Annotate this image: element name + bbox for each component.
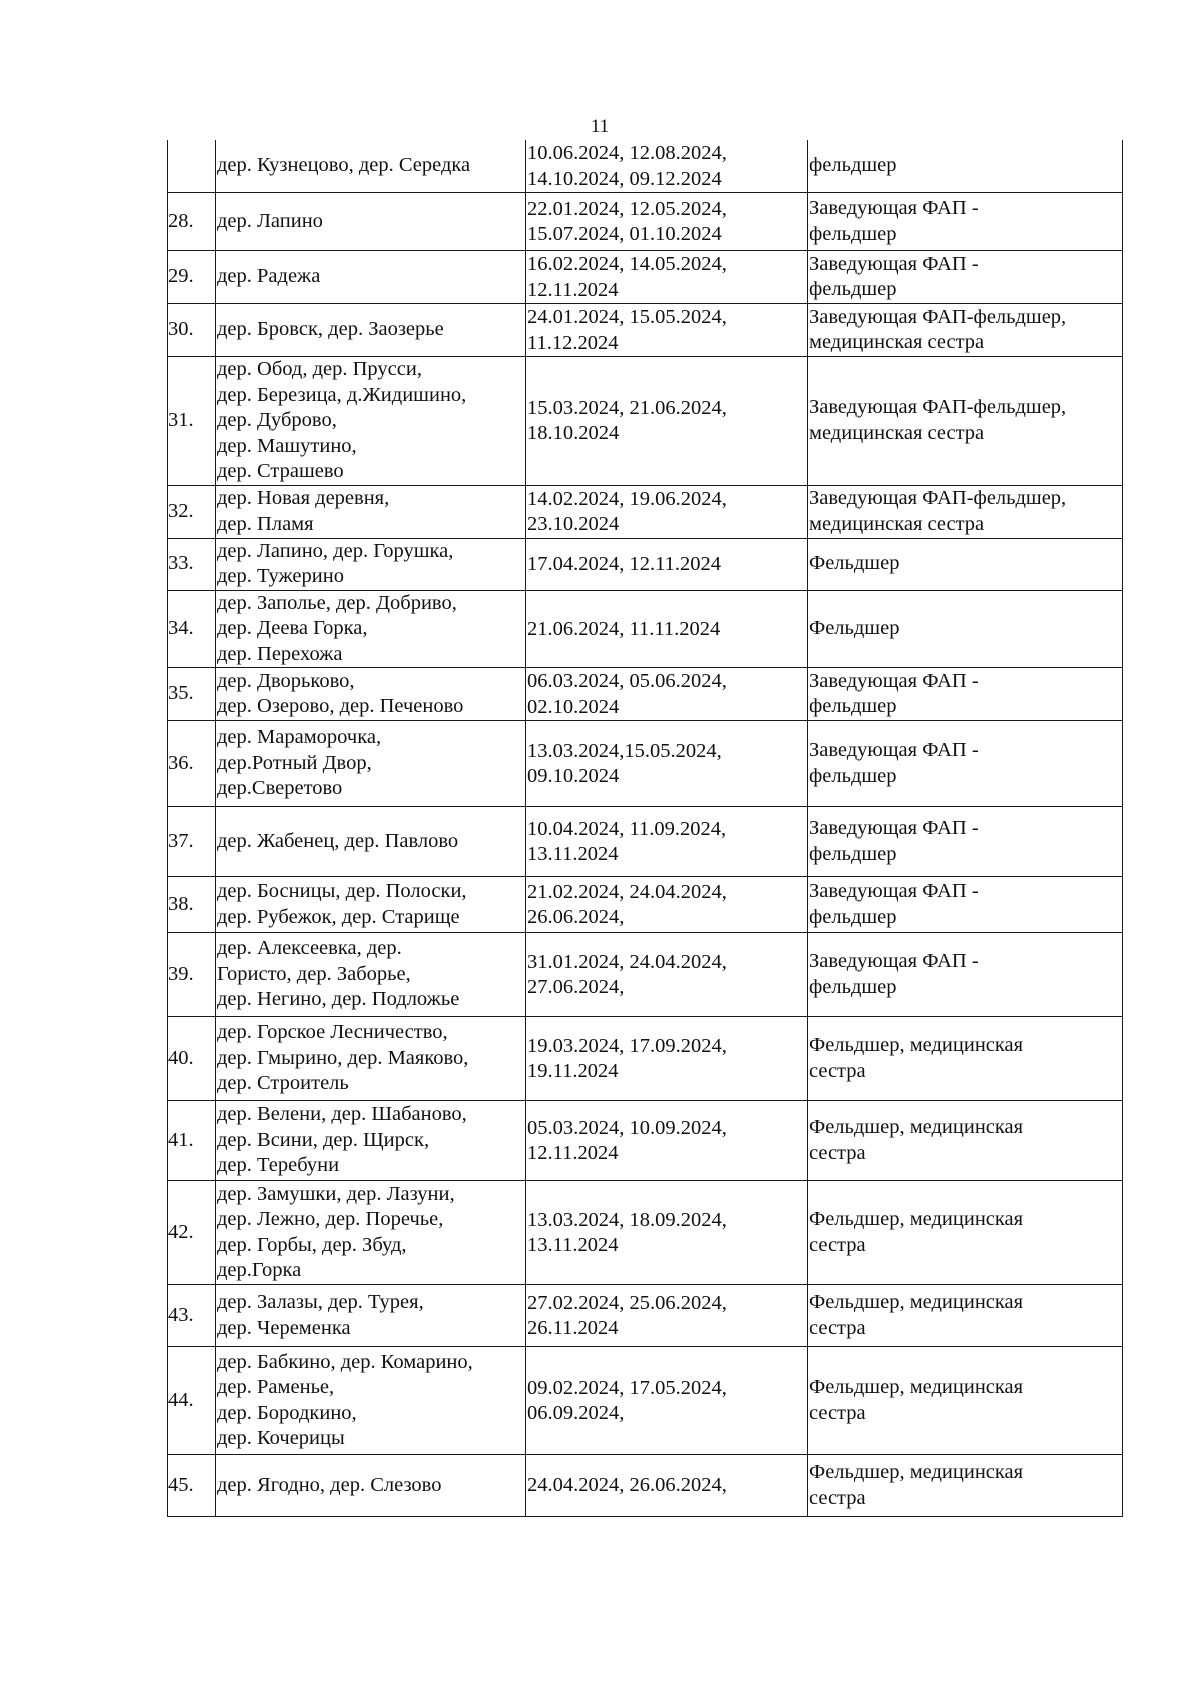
settlements-cell: [216, 1455, 526, 1517]
staff-role-cell: [808, 590, 1123, 668]
staff-role-cell-line: фельдшер: [809, 154, 897, 177]
row-number: 30.: [168, 304, 216, 357]
staff-role-cell: [808, 1017, 1123, 1101]
settlements-cell-line: дер. Березица, д.Жидишино,: [217, 383, 467, 406]
staff-role-cell: [808, 1285, 1123, 1347]
visit-dates-cell-line: 09.10.2024: [527, 765, 620, 787]
visit-dates-cell-line: 05.03.2024, 10.09.2024,: [527, 1116, 727, 1139]
settlements-cell-line: дер. Горское Лесничество,: [217, 1021, 448, 1044]
row-number: 41.: [168, 1101, 216, 1181]
visit-dates-cell-line: 26.06.2024,: [527, 906, 625, 928]
row-number: 39.: [168, 933, 216, 1017]
settlements-cell: [216, 1347, 526, 1455]
visit-dates-cell-line: 17.04.2024, 12.11.2024: [527, 552, 721, 575]
settlements-cell-line: дер. Бабкино, дер. Комарино,: [217, 1350, 473, 1373]
staff-role-cell-line: Заведующая ФАП -: [809, 950, 979, 972]
visit-dates-cell-line: 27.06.2024,: [527, 976, 625, 998]
staff-role-cell-line: Заведующая ФАП -: [809, 669, 979, 692]
table-row: [168, 140, 1123, 193]
settlements-cell-line: дер. Ягодно, дер. Слезово: [217, 1473, 442, 1496]
visit-dates-cell: [526, 1181, 808, 1285]
staff-role-cell: [808, 933, 1123, 1017]
staff-role-cell-line: Заведующая ФАП-фельдшер,: [809, 305, 1067, 328]
staff-role-cell: [808, 807, 1123, 877]
visit-dates-cell-line: 10.06.2024, 12.08.2024,: [527, 142, 727, 164]
staff-role-cell: [808, 538, 1123, 590]
visit-dates-cell-line: 27.02.2024, 25.06.2024,: [527, 1291, 727, 1314]
settlements-cell-line: дер. Бородкино,: [217, 1401, 357, 1424]
visit-dates-cell: [526, 1101, 808, 1181]
settlements-cell-line: дер. Лежно, дер. Поречье,: [217, 1208, 444, 1230]
table-row: [168, 1181, 1123, 1285]
settlements-cell: [216, 721, 526, 807]
staff-role-cell-line: медицинская сестра: [809, 421, 985, 444]
table-row: [168, 1347, 1123, 1455]
table-row: [168, 807, 1123, 877]
table-row: [168, 668, 1123, 721]
settlements-cell-line: дер. Алексеевка, дер.: [217, 937, 402, 960]
staff-role-cell-line: сестра: [809, 1233, 866, 1256]
settlements-cell-line: дер. Негино, дер. Подложье: [217, 988, 460, 1011]
visit-dates-cell-line: 11.12.2024: [527, 331, 619, 354]
table-row: [168, 1455, 1123, 1517]
staff-role-cell-line: сестра: [809, 1401, 866, 1424]
staff-role-cell-line: фельдшер: [809, 278, 897, 300]
staff-role-cell-line: фельдшер: [809, 842, 897, 865]
settlements-cell-line: дер. Велени, дер. Шабаново,: [217, 1103, 467, 1126]
staff-role-cell-line: Фельдшер, медицинская: [809, 1461, 1024, 1483]
visit-dates-cell-line: 19.03.2024, 17.09.2024,: [527, 1034, 727, 1057]
visit-dates-cell: [526, 877, 808, 933]
staff-role-cell-line: Фельдшер, медицинская: [809, 1376, 1024, 1398]
staff-role-cell: [808, 721, 1123, 807]
visit-dates-cell-line: 06.09.2024,: [527, 1402, 625, 1424]
row-number: 36.: [168, 721, 216, 807]
settlements-cell: [216, 538, 526, 590]
visit-dates-cell-line: 19.11.2024: [527, 1060, 619, 1082]
staff-role-cell: [808, 251, 1123, 304]
settlements-cell: [216, 1017, 526, 1101]
settlements-cell-line: дер. Рубежок, дер. Старище: [217, 905, 460, 928]
visit-dates-cell-line: 13.03.2024, 18.09.2024,: [527, 1208, 727, 1231]
settlements-cell: [216, 1101, 526, 1181]
settlements-cell-line: дер. Кузнецово, дер. Середка: [217, 154, 471, 177]
settlements-cell: [216, 485, 526, 538]
staff-role-cell: [808, 357, 1123, 486]
table-row: [168, 933, 1123, 1017]
settlements-cell-line: дер. Раменье,: [217, 1376, 335, 1398]
settlements-cell-line: дер. Пламя: [217, 512, 314, 535]
settlements-cell-line: дер. Череменка: [217, 1316, 351, 1339]
settlements-cell: [216, 668, 526, 721]
staff-role-cell: [808, 140, 1123, 193]
staff-role-cell-line: Фельдшер, медицинская: [809, 1208, 1024, 1230]
visit-dates-cell-line: 13.11.2024: [527, 1234, 619, 1256]
settlements-cell-line: дер. Горбы, дер. Збуд,: [217, 1233, 407, 1256]
row-number: 42.: [168, 1181, 216, 1285]
visit-dates-cell: [526, 193, 808, 251]
page-number: 11: [590, 116, 610, 137]
table-row: [168, 357, 1123, 486]
settlements-cell-line: дер. Тужерино: [217, 565, 344, 587]
staff-role-cell-line: Фельдшер, медицинская: [809, 1291, 1024, 1313]
visit-schedule-table: [167, 140, 1123, 1517]
staff-role-cell-line: Заведующая ФАП -: [809, 817, 979, 839]
staff-role-cell-line: фельдшер: [809, 695, 897, 717]
settlements-cell-line: дер. Радежа: [217, 265, 321, 288]
staff-role-cell-line: медицинская сестра: [809, 331, 985, 353]
visit-dates-cell: [526, 590, 808, 668]
staff-role-cell: [808, 1455, 1123, 1517]
settlements-cell: [216, 1285, 526, 1347]
table-row: [168, 304, 1123, 357]
staff-role-cell-line: фельдшер: [809, 975, 897, 998]
staff-role-cell-line: Фельдшер: [809, 552, 900, 575]
staff-role-cell-line: Заведующая ФАП -: [809, 197, 979, 219]
row-number: 43.: [168, 1285, 216, 1347]
visit-dates-cell-line: 21.06.2024, 11.11.2024: [527, 617, 721, 640]
visit-dates-cell: [526, 1347, 808, 1455]
row-number: [168, 140, 216, 193]
visit-dates-cell-line: 02.10.2024: [527, 695, 620, 718]
settlements-cell-line: дер. Гмырино, дер. Маяково,: [217, 1046, 469, 1069]
visit-dates-cell-line: 21.02.2024, 24.04.2024,: [527, 880, 727, 903]
visit-dates-cell-line: 24.01.2024, 15.05.2024,: [527, 306, 727, 328]
settlements-cell-line: дер. Страшево: [217, 460, 344, 482]
settlements-cell-line: дер. Мараморочка,: [217, 726, 382, 749]
settlements-cell-line: дер. Замушки, дер. Лазуни,: [217, 1182, 455, 1205]
settlements-cell-line: Гористо, дер. Заборье,: [217, 962, 411, 985]
settlements-cell-line: дер. Машутино,: [217, 434, 357, 457]
staff-role-cell-line: сестра: [809, 1486, 866, 1509]
row-number: 34.: [168, 590, 216, 668]
staff-role-cell-line: Заведующая ФАП-фельдшер,: [809, 396, 1067, 419]
visit-dates-cell-line: 10.04.2024, 11.09.2024,: [527, 817, 727, 840]
visit-dates-cell: [526, 933, 808, 1017]
settlements-cell-line: дер. Деева Горка,: [217, 617, 368, 639]
row-number: 29.: [168, 251, 216, 304]
settlements-cell-line: дер. Теребуни: [217, 1154, 340, 1177]
table-row: [168, 193, 1123, 251]
visit-dates-cell: [526, 357, 808, 486]
visit-dates-cell: [526, 721, 808, 807]
visit-dates-cell-line: 13.11.2024: [527, 843, 619, 865]
staff-role-cell-line: фельдшер: [809, 764, 897, 787]
row-number: 38.: [168, 877, 216, 933]
visit-dates-cell: [526, 538, 808, 590]
staff-role-cell-line: фельдшер: [809, 222, 897, 245]
visit-dates-cell-line: 26.11.2024: [527, 1317, 619, 1339]
settlements-cell-line: дер. Бровск, дер. Заозерье: [217, 318, 444, 341]
table-row: [168, 1017, 1123, 1101]
row-number: 44.: [168, 1347, 216, 1455]
staff-role-cell-line: Фельдшер: [809, 617, 900, 639]
visit-dates-cell-line: 06.03.2024, 05.06.2024,: [527, 670, 727, 692]
visit-dates-cell: [526, 807, 808, 877]
staff-role-cell: [808, 193, 1123, 251]
staff-role-cell: [808, 1101, 1123, 1181]
table-row: [168, 877, 1123, 933]
row-number: 35.: [168, 668, 216, 721]
table-row: [168, 1101, 1123, 1181]
staff-role-cell-line: сестра: [809, 1141, 866, 1164]
staff-role-cell-line: медицинская сестра: [809, 512, 985, 535]
settlements-cell-line: дер.Сверетово: [217, 777, 343, 800]
row-number: 31.: [168, 357, 216, 486]
visit-dates-cell: [526, 140, 808, 193]
settlements-cell: [216, 193, 526, 251]
visit-dates-cell: [526, 304, 808, 357]
staff-role-cell-line: фельдшер: [809, 905, 897, 928]
visit-dates-cell: [526, 1285, 808, 1347]
staff-role-cell-line: Заведующая ФАП -: [809, 739, 979, 761]
table-row: [168, 721, 1123, 807]
visit-dates-cell: [526, 1017, 808, 1101]
visit-dates-cell: [526, 251, 808, 304]
visit-dates-cell-line: 14.10.2024, 09.12.2024: [527, 167, 722, 190]
settlements-cell-line: дер. Дуброво,: [217, 409, 337, 431]
visit-dates-cell-line: 22.01.2024, 12.05.2024,: [527, 197, 727, 220]
visit-dates-cell-line: 15.07.2024, 01.10.2024: [527, 223, 722, 245]
visit-dates-cell: [526, 485, 808, 538]
visit-dates-cell-line: 12.11.2024: [527, 278, 619, 301]
settlements-cell-line: дер. Кочерицы: [217, 1427, 345, 1449]
staff-role-cell-line: Фельдшер, медицинская: [809, 1116, 1024, 1138]
staff-role-cell-line: сестра: [809, 1316, 866, 1339]
settlements-cell: [216, 590, 526, 668]
staff-role-cell-line: Заведующая ФАП -: [809, 252, 979, 275]
settlements-cell: [216, 357, 526, 486]
staff-role-cell: [808, 1181, 1123, 1285]
row-number: 33.: [168, 538, 216, 590]
settlements-cell-line: дер.Ротный Двор,: [217, 751, 372, 774]
settlements-cell-line: дер. Озерово, дер. Печеново: [217, 695, 464, 717]
staff-role-cell: [808, 304, 1123, 357]
staff-role-cell-line: Фельдшер, медицинская: [809, 1034, 1024, 1056]
visit-dates-cell: [526, 668, 808, 721]
visit-dates-cell-line: 12.11.2024: [527, 1142, 619, 1164]
visit-dates-cell-line: 16.02.2024, 14.05.2024,: [527, 253, 727, 275]
settlements-cell-line: дер. Лапино: [217, 209, 323, 232]
row-number: 28.: [168, 193, 216, 251]
table-row: [168, 538, 1123, 590]
visit-dates-cell-line: 24.04.2024, 26.06.2024,: [527, 1474, 727, 1497]
staff-role-cell: [808, 668, 1123, 721]
settlements-cell: [216, 251, 526, 304]
staff-role-cell-line: Заведующая ФАП -: [809, 880, 979, 902]
settlements-cell-line: дер. Обод, дер. Прусси,: [217, 358, 422, 380]
staff-role-cell: [808, 877, 1123, 933]
settlements-cell-line: дер. Босницы, дер. Полоски,: [217, 880, 467, 902]
row-number: 37.: [168, 807, 216, 877]
visit-dates-cell-line: 18.10.2024: [527, 422, 620, 445]
settlements-cell: [216, 1181, 526, 1285]
visit-dates-cell-line: 14.02.2024, 19.06.2024,: [527, 487, 727, 510]
table-row: [168, 251, 1123, 304]
settlements-cell: [216, 933, 526, 1017]
row-number: 40.: [168, 1017, 216, 1101]
row-number: 32.: [168, 485, 216, 538]
table-row: [168, 485, 1123, 538]
staff-role-cell: [808, 1347, 1123, 1455]
settlements-cell: [216, 140, 526, 193]
row-number: 45.: [168, 1455, 216, 1517]
settlements-cell-line: дер. Перехожа: [217, 642, 343, 665]
table-row: [168, 590, 1123, 668]
staff-role-cell-line: Заведующая ФАП-фельдшер,: [809, 487, 1067, 509]
staff-role-cell-line: сестра: [809, 1059, 866, 1082]
visit-dates-cell-line: 15.03.2024, 21.06.2024,: [527, 396, 727, 419]
staff-role-cell: [808, 485, 1123, 538]
settlements-cell-line: дер. Лапино, дер. Горушка,: [217, 539, 454, 562]
visit-dates-cell-line: 09.02.2024, 17.05.2024,: [527, 1376, 727, 1399]
settlements-cell-line: дер. Всини, дер. Щирск,: [217, 1128, 430, 1151]
settlements-cell-line: дер. Жабенец, дер. Павлово: [217, 829, 459, 852]
settlements-cell-line: дер. Дворьково,: [217, 669, 355, 692]
schedule-table-body: [168, 140, 1123, 1517]
settlements-cell-line: дер.Горка: [217, 1259, 302, 1281]
visit-dates-cell-line: 31.01.2024, 24.04.2024,: [527, 950, 727, 973]
settlements-cell-line: дер. Строитель: [217, 1072, 349, 1095]
settlements-cell-line: дер. Залазы, дер. Турея,: [217, 1291, 424, 1313]
settlements-cell: [216, 807, 526, 877]
visit-dates-cell: [526, 1455, 808, 1517]
visit-dates-cell-line: 13.03.2024,15.05.2024,: [527, 739, 722, 762]
settlements-cell-line: дер. Новая деревня,: [217, 487, 390, 509]
table-row: [168, 1285, 1123, 1347]
visit-dates-cell-line: 23.10.2024: [527, 513, 620, 535]
settlements-cell-line: дер. Заполье, дер. Добриво,: [217, 591, 457, 614]
settlements-cell: [216, 304, 526, 357]
settlements-cell: [216, 877, 526, 933]
